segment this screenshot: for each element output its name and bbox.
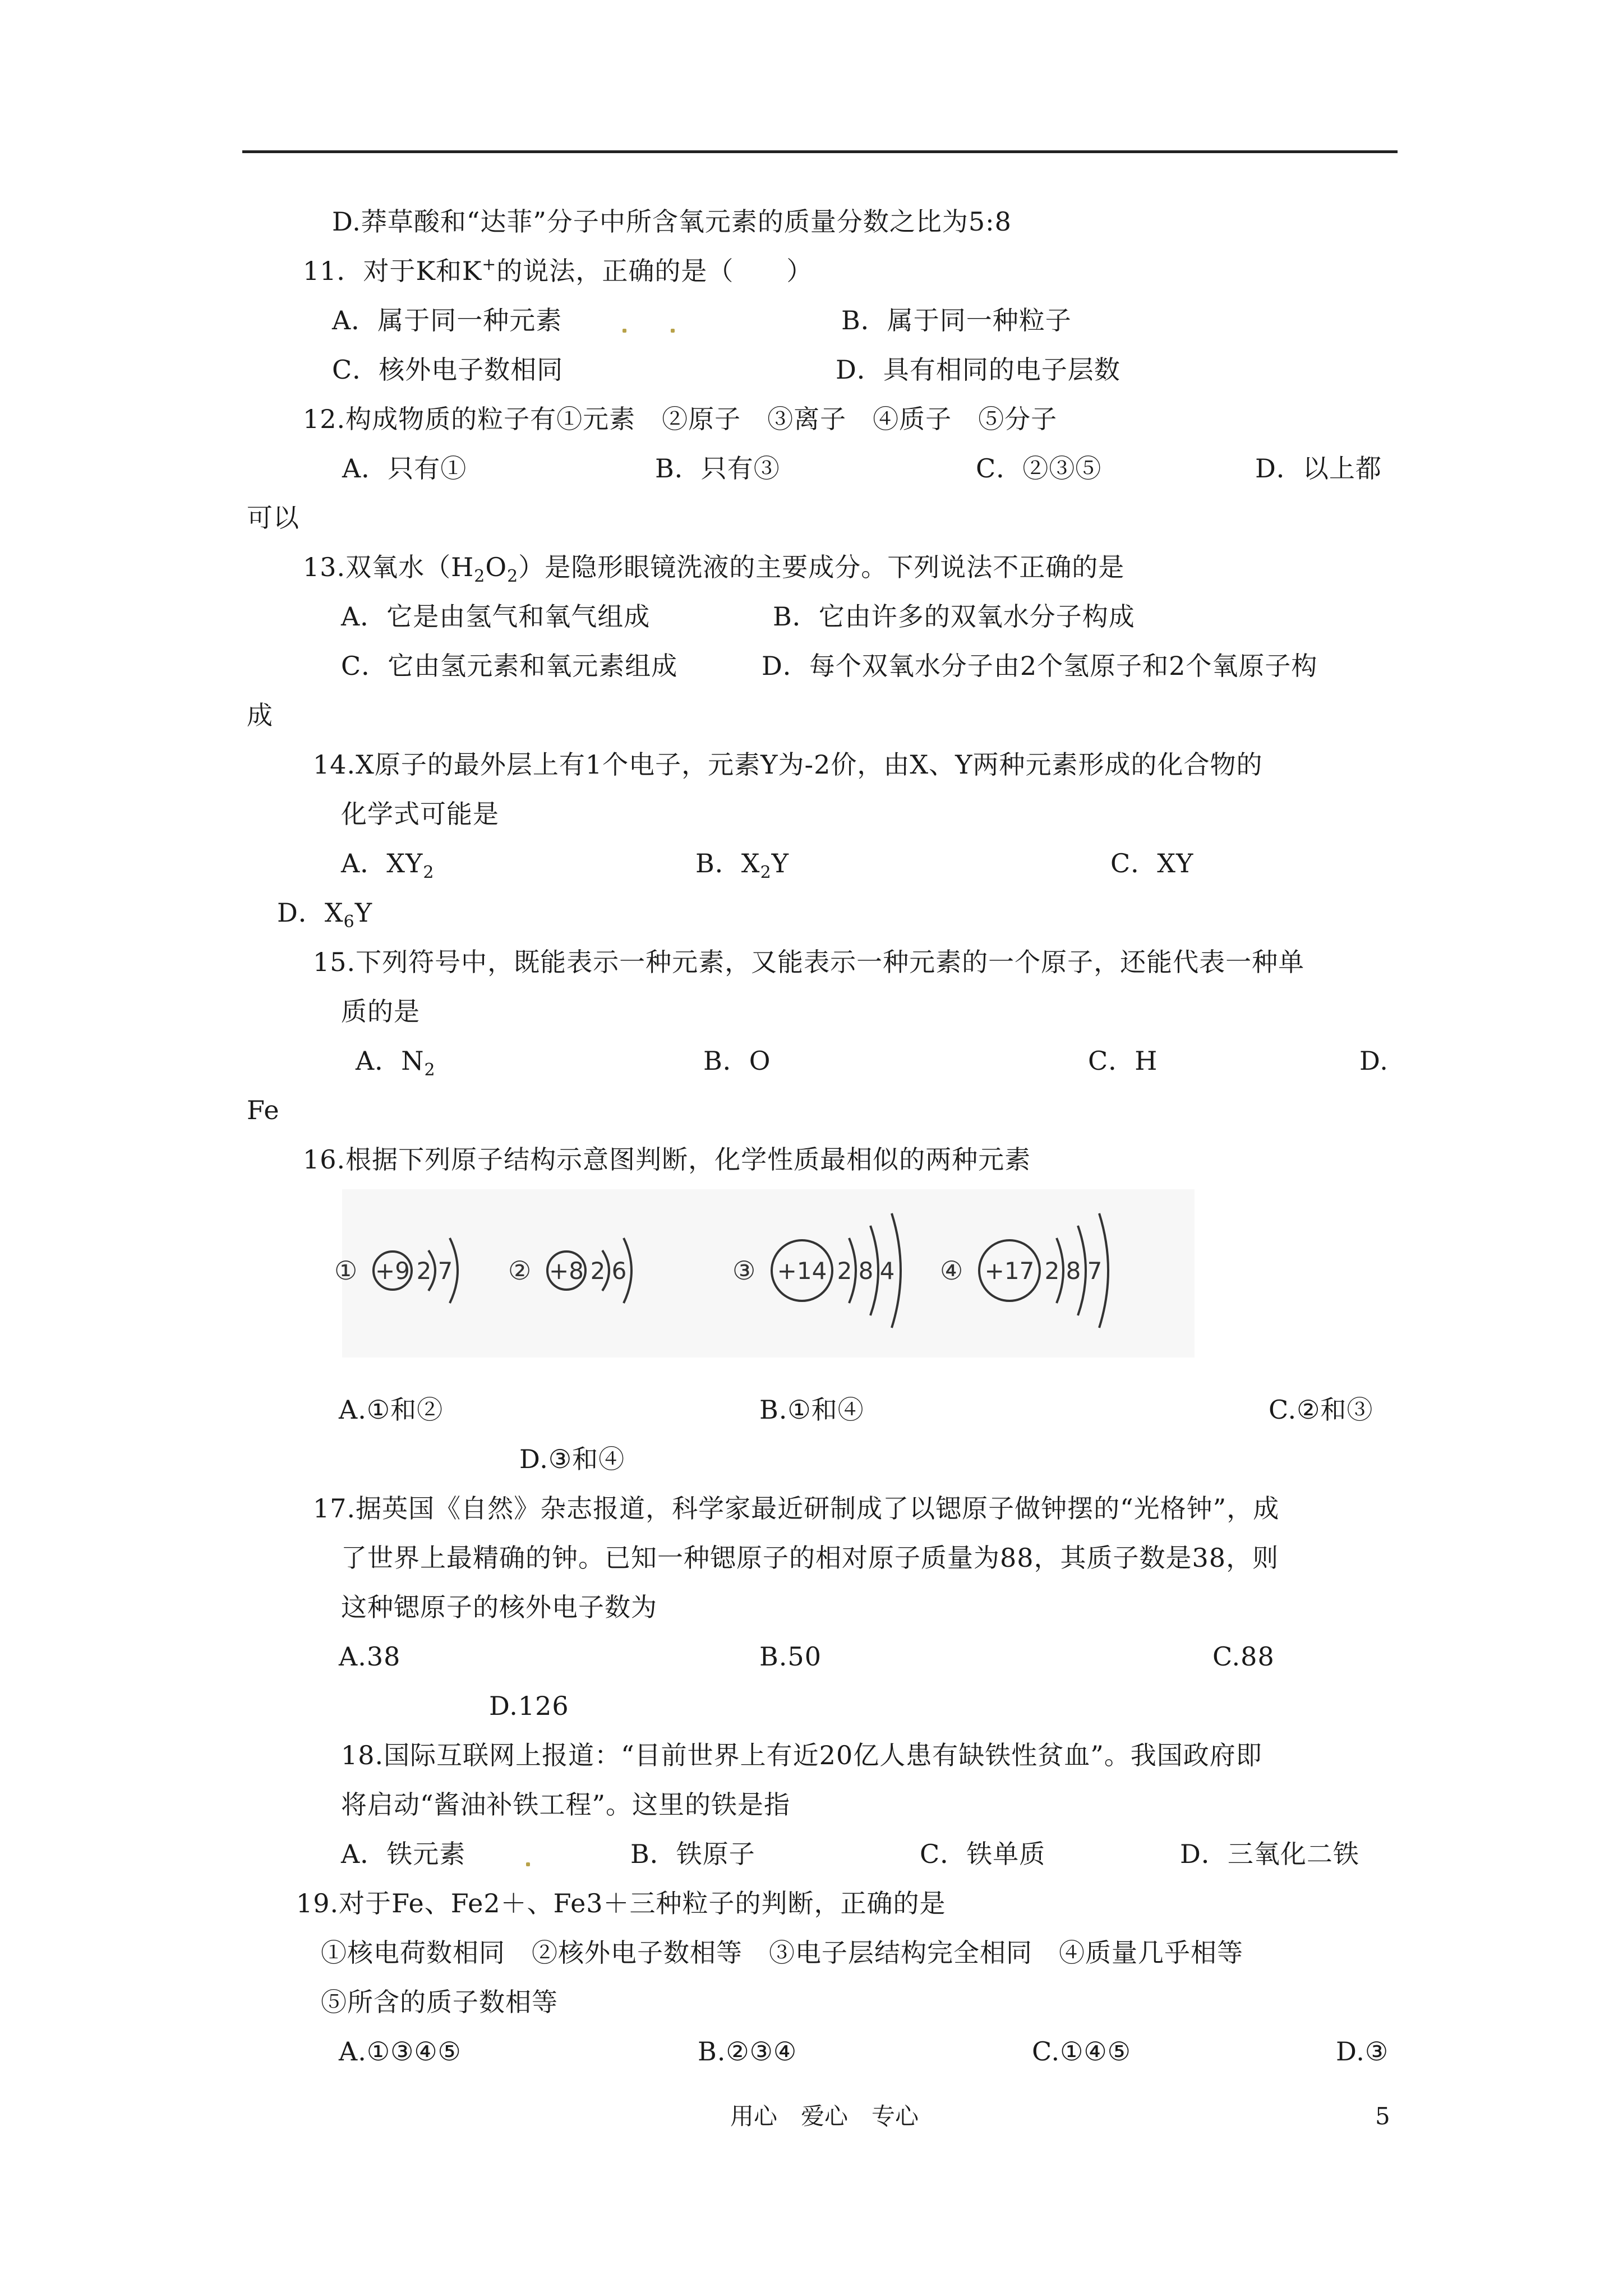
q17-option-a: A.38 [339,1641,401,1672]
q15-option-b: B．O [703,1046,771,1076]
q12-option-d: D．以上都 [1255,453,1382,484]
q11-option-d: D．具有相同的电子层数 [836,355,1121,385]
q17-stem-line2: 了世界上最精确的钟。已知一种锶原子的相对原子质量为88，其质子数是38，则 [341,1543,1279,1573]
q17-stem-line3: 这种锶原子的核外电子数为 [341,1592,657,1622]
shell-electron-count: 2 [416,1257,432,1285]
q19-option-d: D.③ [1336,2036,1389,2067]
shell-electron-count: 2 [1044,1257,1060,1285]
header-rule [242,150,1398,153]
q19-statements-line2: ⑤所含的质子数相等 [321,1987,558,2017]
q13-option-b: B．它由许多的双氧水分子构成 [773,601,1135,632]
q19-statements-line1: ①核电荷数相同 ②核外电子数相等 ③电子层结构完全相同 ④质量几乎相等 [321,1938,1243,1968]
q11-option-a: A．属于同一种元素 [332,305,562,335]
q16-option-b: B.①和④ [759,1395,864,1425]
q17-option-c: C.88 [1212,1641,1275,1672]
q16-option-d: D.③和④ [519,1444,625,1474]
nucleus-charge: +14 [777,1257,827,1285]
scan-speck [671,329,675,333]
shell-electron-count: 8 [1066,1257,1081,1285]
q18-option-d: D．三氧化二铁 [1180,1839,1359,1869]
q14-option-c: C．XY [1110,848,1194,878]
q19-stem: 19.对于Fe、Fe2＋、Fe3＋三种粒子的判断，正确的是 [296,1888,946,1918]
atom-mark: ② [508,1255,532,1286]
q14-stem: 14.X原子的最外层上有1个电子，元素Y为-2价，由X、Y两种元素形成的化合物的 [313,749,1263,780]
shell-electron-count: 2 [837,1257,852,1285]
q18-option-c: C．铁单质 [920,1839,1046,1869]
q14-option-a: A．$XY_2$ [341,848,435,882]
q18-stem-line2: 将启动“酱油补铁工程”。这里的铁是指 [341,1789,791,1820]
scan-speck [526,1862,530,1866]
atom-mark: ① [334,1255,358,1286]
q17-option-b: B.50 [759,1641,822,1672]
page-number: 5 [1375,2102,1390,2130]
q13-option-d-wrap: 成 [247,700,273,730]
q14-option-b: B．$X_2Y$ [695,848,790,882]
shell-electron-count: 6 [611,1257,627,1285]
q17-option-d: D.126 [489,1691,569,1721]
q13-option-c: C．它由氢元素和氧元素组成 [341,651,678,681]
shell-electron-count: 4 [879,1257,895,1285]
q13-option-a: A．它是由氢气和氧气组成 [341,601,651,632]
nucleus-charge: +9 [375,1257,410,1285]
q19-option-a: A.①③④⑤ [339,2036,462,2067]
q14-option-d: D．$X_6Y$ [277,898,373,932]
q11-option-b: B．属于同一种粒子 [841,305,1072,335]
q13-option-d: D．每个双氧水分子由2个氢原子和2个氧原子构 [762,651,1318,681]
q15-option-a: A．$N_2$ [356,1046,436,1080]
atomic-structure-diagrams [334,1189,1195,1358]
q16-stem: 16.根据下列原子结构示意图判断，化学性质最相似的两种元素 [303,1144,1031,1175]
q11-stem: 11．对于K和K+的说法，正确的是（ ） [303,255,813,286]
q18-option-a: A．铁元素 [341,1839,466,1869]
q10-option-d: D.莽草酸和“达菲”分子中所含氧元素的质量分数之比为5:8 [332,206,1012,237]
q15-option-c: C．H [1088,1046,1158,1076]
q15-option-d: D. [1359,1046,1389,1076]
shell-electron-count: 7 [437,1257,453,1285]
q16-option-a: A.①和② [339,1395,444,1425]
atom-mark: ③ [732,1255,756,1286]
q15-stem-line2: 质的是 [341,996,420,1027]
shell-electron-count: 7 [1087,1257,1103,1285]
q12-option-c: C．②③⑤ [976,453,1102,484]
scan-speck [623,329,626,333]
q19-option-b: B.②③④ [698,2036,797,2067]
shell-electron-count: 8 [858,1257,874,1285]
footer-motto: 用心 爱心 专心 [730,2102,919,2130]
q18-stem-line1: 18.国际互联网上报道：“目前世界上有近20亿人患有缺铁性贫血”。我国政府即 [341,1740,1262,1770]
atom-mark: ④ [940,1255,963,1286]
q16-option-c: C.②和③ [1269,1395,1373,1425]
nucleus-charge: +8 [549,1257,584,1285]
nucleus-charge: +17 [984,1257,1035,1285]
q15-option-d-wrap: Fe [247,1095,280,1125]
q14-stem-line2: 化学式可能是 [341,799,499,829]
shell-electron-count: 2 [590,1257,606,1285]
q12-stem: 12.构成物质的粒子有①元素 ②原子 ③离子 ④质子 ⑤分子 [303,404,1058,434]
q17-stem-line1: 17.据英国《自然》杂志报道，科学家最近研制成了以锶原子做钟摆的“光格钟”，成 [313,1493,1280,1524]
q19-option-c: C.①④⑤ [1032,2036,1131,2067]
q13-stem: 13.双氧水$(H_2O_2)$是隐形眼镜洗液的主要成分。下列说法不正确的是 [303,552,1125,586]
q12-option-d-wrap: 可以 [247,503,299,533]
q18-option-b: B．铁原子 [630,1839,755,1869]
q15-stem: 15.下列符号中，既能表示一种元素，又能表示一种元素的一个原子，还能代表一种单 [313,947,1305,977]
q12-option-a: A．只有① [342,453,467,484]
q12-option-b: B．只有③ [655,453,780,484]
q11-option-c: C．核外电子数相同 [332,355,564,385]
